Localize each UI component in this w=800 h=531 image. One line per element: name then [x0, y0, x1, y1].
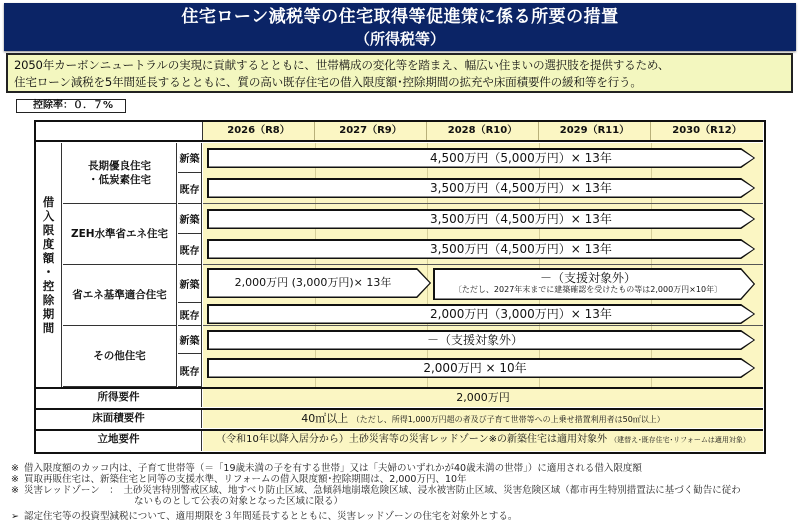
year-header-2030: 2030（R12）: [651, 122, 763, 140]
vert-char: 入: [42, 209, 55, 223]
subtype-new: 新築: [178, 326, 202, 354]
period-arrow: [207, 178, 755, 198]
year-header-2028: 2028（R10）: [427, 122, 539, 140]
bullet-note: [6, 511, 796, 522]
note-text: 借入限度額のカッコ内は、子育て世帯等（＝「19歳未満の子を有する世帯」又は「夫婦のいずれかが40歳未満の世帯」）に適用される借入限度額: [24, 463, 642, 474]
vert-char: 控: [42, 279, 55, 293]
requirement-text: 40㎡以上: [301, 412, 349, 425]
note-text: 認定住宅等の投資型減税について、適用期限を３年間延長するとともに、災害レッドゾーンの住宅を対象外とする。: [24, 511, 518, 522]
grid-line: [203, 264, 763, 265]
requirement-value: [203, 410, 763, 428]
subtype-existing: 既存: [178, 354, 202, 387]
requirement-note: （建替え･既存住宅･リフォームは適用対象）: [610, 436, 750, 444]
limit-value: －（支援対象外）: [539, 271, 636, 285]
vert-char: 度: [42, 237, 55, 251]
footnotes: [6, 463, 796, 522]
summary-line-2: 住宅ローン減税を5年間延長するとともに、質の高い既存住宅の借入限度額･控除期間の拡充や床面積要件の緩和等を行う。: [14, 75, 642, 89]
year-header-2027: 2027（R9）: [315, 122, 427, 140]
arrow-bullet-icon: ➢: [11, 511, 19, 522]
requirement-value: [203, 431, 763, 451]
header-blank-cell: [36, 122, 203, 140]
category-label: 長期優良住宅: [88, 160, 151, 172]
limit-value: 3,500万円（4,500万円）× 13年: [430, 181, 612, 195]
subtype-new: 新築: [178, 265, 202, 303]
limit-value: 2,000万円（3,000万円）× 13年: [430, 307, 612, 321]
requirement-note: （ただし、所得1,000万円超の者及び子育て世帯等への上乗せ措置利用者は50㎡以上）: [351, 415, 665, 424]
period-arrow: [207, 358, 755, 378]
vert-char: 額: [42, 251, 55, 265]
vert-char: 期: [42, 307, 55, 321]
year-header-row: [36, 122, 763, 142]
footnote: [6, 474, 796, 485]
category-label: ・低炭素住宅: [88, 174, 151, 186]
measures-table: [34, 120, 766, 454]
summary-line-1: 2050年カーボンニュートラルの実現に貢献するとともに、世帯構成の変化等を踏まえ、幅広い住まいの選択肢を提供するため、: [14, 58, 670, 72]
footnote-continuation: [6, 496, 796, 507]
floor-area-requirement-row: [36, 408, 763, 428]
vert-char: 除: [42, 293, 55, 307]
page-title: 住宅ローン減税等の住宅取得等促進策に係る所要の措置: [181, 7, 619, 27]
period-arrow: [207, 148, 755, 168]
vert-char: 限: [42, 223, 55, 237]
period-arrow-2026-2027: [207, 268, 431, 298]
requirement-text: 2,000万円: [456, 391, 510, 404]
limit-value-group: [433, 268, 743, 300]
summary-box: [6, 53, 793, 93]
vert-char: 間: [42, 321, 55, 335]
limit-value: 2,000万円 (3,000万円)× 13年: [234, 276, 392, 289]
limit-value: －（支援対象外）: [426, 333, 523, 347]
note-mark: ※: [11, 463, 19, 474]
limit-value: 3,500万円（4,500万円）× 13年: [430, 242, 612, 256]
limit-value: 4,500万円（5,000万円）× 13年: [430, 151, 612, 165]
period-arrow: [207, 239, 755, 259]
note-mark: ※: [11, 474, 19, 485]
period-arrow: [207, 209, 755, 229]
limit-value: 3,500万円（4,500万円）× 13年: [430, 212, 612, 226]
year-header-2029: 2029（R11）: [539, 122, 651, 140]
vert-char: 借: [42, 195, 55, 209]
subtype-new: 新築: [178, 204, 202, 234]
title-banner: [4, 3, 796, 51]
note-text: ないものとして公表の対象となった区域に限る）: [134, 496, 344, 507]
note-text: 買取再販住宅は、新築住宅と同等の支援水準、リフォームの借入限度額･控除期間は、2,000万円、10年: [24, 474, 467, 485]
subtype-existing: 既存: [178, 234, 202, 265]
limit-note: 〔ただし、2027年末までに建築確認を受けたもの等は2,000万円×10年〕: [453, 285, 723, 294]
subtype-new: 新築: [178, 143, 202, 173]
period-arrow-2028-2030: [433, 268, 755, 300]
location-requirement-row: [36, 429, 763, 451]
footnote: [6, 463, 796, 474]
subtype-existing: 既存: [178, 303, 202, 326]
category-zeh: ZEH水準省エネ住宅: [63, 204, 177, 265]
period-grid: [203, 143, 763, 387]
category-long-term-quality: [63, 143, 177, 204]
grid-line: [203, 203, 763, 204]
category-energy-standard: 省エネ基準適合住宅: [63, 265, 177, 326]
category-other: その他住宅: [63, 326, 177, 387]
grid-line: [203, 325, 763, 326]
note-text: 災害レッドゾーン ： 土砂災害特別警戒区域、地すべり防止区域、急傾斜地崩壊危険区域、浸水被害防止区域、災害危険区域（都市再生特別措置法に基づく勧告に従わ: [24, 485, 741, 496]
limit-value: 2,000万円 × 10年: [423, 361, 527, 375]
requirement-label: 床面積要件: [36, 410, 202, 428]
year-header-2026: 2026（R8）: [203, 122, 315, 140]
requirement-label: 立地要件: [36, 431, 202, 451]
subtype-existing: 既存: [178, 173, 202, 204]
period-arrow: [207, 304, 755, 324]
vert-char: ・: [42, 265, 55, 279]
requirement-value: [203, 389, 763, 407]
requirement-text: （令和10年以降入居分から）土砂災害等の災害レッドゾーン※の新築住宅は適用対象外: [216, 434, 607, 445]
borrowing-limit-period-label: [36, 143, 62, 387]
income-requirement-row: [36, 387, 763, 407]
requirement-label: 所得要件: [36, 389, 202, 407]
note-mark: ※: [11, 485, 19, 496]
footnote: [6, 485, 796, 496]
period-arrow: [207, 330, 755, 350]
deduction-rate-badge: 控除率：０．７%: [16, 99, 126, 113]
page-subtitle: （所得税等）: [354, 30, 445, 48]
